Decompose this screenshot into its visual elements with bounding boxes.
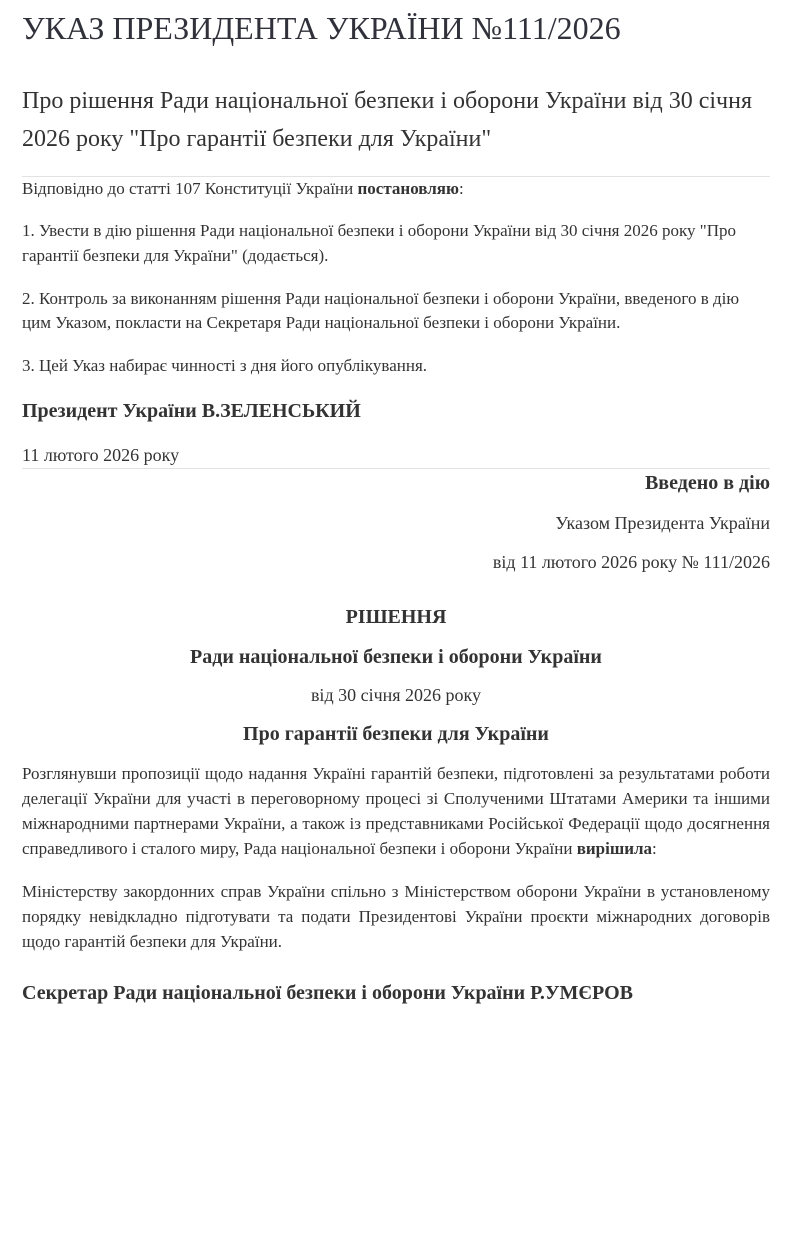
page-title: УКАЗ ПРЕЗИДЕНТА УКРАЇНИ №111/2026 [22, 10, 621, 46]
decree-item-3: 3. Цей Указ набирає чинності з дня його опублікування. [22, 355, 428, 375]
enactment-source: Указом Президента України [555, 512, 770, 533]
decision-paragraph-ministries: Міністерству закордонних справ України спільно з Міністерством оборони України в установленому порядку невідкладно підготувати та подати Президентові України проєкти міжнародних договорів щодо гарантій безпеки для України. [22, 882, 770, 952]
decree-intro-bold: постановляю [357, 178, 459, 198]
decision-body-name: Ради національної безпеки і оборони України [190, 646, 602, 669]
decision-para1-bold: вирішила [576, 839, 653, 859]
decision-subject: Про гарантії безпеки для України [243, 723, 549, 746]
decision-paragraph-considered [22, 762, 770, 862]
enactment-block [22, 469, 770, 575]
president-signature: Президент України В.ЗЕЛЕНСЬКИЙ [22, 399, 361, 422]
decision-section [22, 603, 770, 1007]
secretary-signature: Секретар Ради національної безпеки і оборони України Р.УМЄРОВ [22, 982, 633, 1005]
decree-section [22, 177, 770, 468]
decree-intro-colon: : [458, 178, 464, 198]
decree-item-2: 2. Контроль за виконанням рішення Ради національної безпеки і оборони України, введеного в дію цим Указом, покласти на Секретаря Ради національної безпеки і оборони України. [22, 288, 740, 333]
decree-subtitle: Про рішення Ради національної безпеки і оборони України від 30 січня 2026 року "Про гарантії безпеки для України" [22, 88, 752, 153]
decision-title: РІШЕННЯ [345, 606, 447, 629]
decree-intro-paragraph [22, 177, 770, 202]
decree-intro-text: Відповідно до статті 107 Конституції України [22, 178, 358, 198]
enactment-status: Введено в дію [644, 471, 770, 494]
decision-date: від 30 січня 2026 року [310, 685, 482, 706]
enactment-date-number: від 11 лютого 2026 року № 111/2026 [492, 552, 770, 572]
decree-item-1: 1. Увести в дію рішення Ради національної безпеки і оборони України від 30 січня 2026 року "Про гарантії безпеки для України" (додається). [22, 221, 736, 266]
decision-para1-colon: : [652, 839, 657, 859]
decision-para1-text: Розглянувши пропозиції щодо надання Україні гарантій безпеки, підготовлені за результатами роботи делегації України для участі в переговорному процесі зі Сполученими Штатами Америки та іншими міжнародними партнерами України, а також із представниками Російської Федерації щодо досягнення справедливого і сталого миру, Рада національної безпеки і оборони України [22, 764, 770, 859]
decree-date: 11 лютого 2026 року [22, 444, 180, 465]
